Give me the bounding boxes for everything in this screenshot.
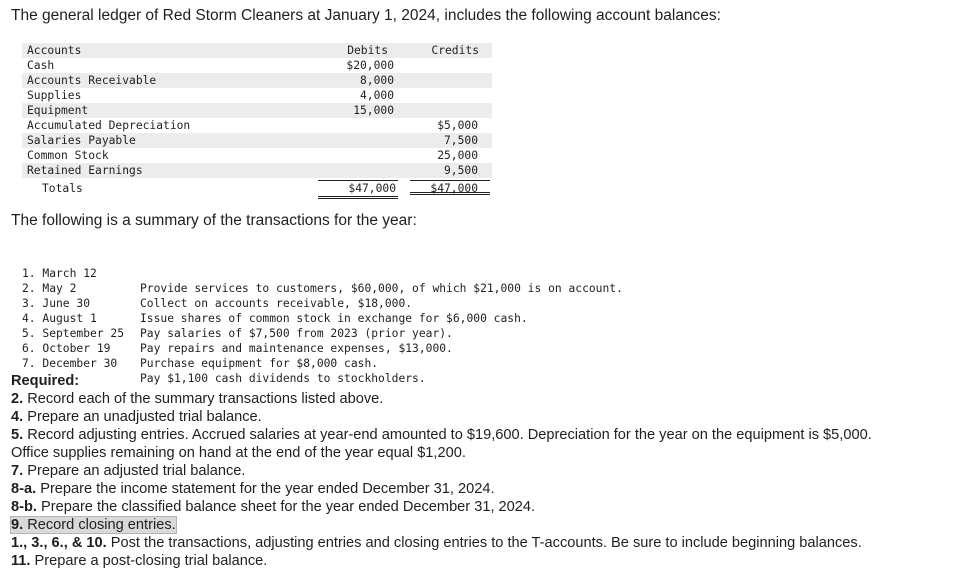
credits-header: Credits [431,44,479,57]
ledger-header-row [22,43,492,58]
item-text: Prepare an adjusted trial balance. [23,463,246,479]
item-number: 9. [11,517,24,533]
account-name: Supplies [27,89,82,102]
item-text: Prepare an unadjusted trial balance. [23,409,262,425]
account-name: Cash [27,59,55,72]
transaction-date: 6. October 19 [22,342,111,355]
account-name: Accounts Receivable [27,74,157,87]
ledger-row [22,148,492,163]
ledger-row [22,88,492,103]
credit-value: $5,000 [437,119,478,132]
required-section [11,372,971,570]
item-number: 7. [11,463,24,479]
item-number: 4. [11,409,24,425]
item-number: 1., 3., 6., & 10. [11,535,107,551]
account-name: Equipment [27,104,89,117]
transaction-date: 2. May 2 [22,282,77,295]
required-item [11,426,971,444]
transaction-description: Provide services to customers, $60,000, of which $21,000 is on account. [140,282,623,295]
transaction-description: Pay repairs and maintenance expenses, $13,000. [140,342,453,355]
required-item [11,552,971,570]
transaction-date: 1. March 12 [22,267,97,280]
transaction-date: 5. September 25 [22,327,125,340]
item-text: Prepare the classified balance sheet for the year ended December 31, 2024. [36,499,536,515]
item-text: Office supplies remaining on hand at the end of the year equal $1,200. [11,445,466,461]
required-heading: Required: [11,373,80,389]
summary-intro-text: The following is a summary of the transactions for the year: [11,212,417,229]
totals-label: Totals [42,182,83,195]
item-text: Post the transactions, adjusting entries and closing entries to the T-accounts. Be sure to include beginning balances. [106,535,862,551]
ledger-row [22,103,492,118]
item-text: Prepare a post-closing trial balance. [30,553,268,569]
ledger-row [22,163,492,178]
ledger-row [22,118,492,133]
transaction-date: 4. August 1 [22,312,97,325]
account-name: Accumulated Depreciation [27,119,191,132]
transaction-description: Issue shares of common stock in exchange for $6,000 cash. [140,312,528,325]
item-text: Record adjusting entries. Accrued salaries at year-end amounted to $19,600. Depreciation for the year on the equipment is $5,000. [23,427,872,443]
transaction-description: Pay salaries of $7,500 from 2023 (prior year). [140,327,453,340]
required-item [11,390,971,408]
credit-value: 9,500 [443,164,478,177]
transaction-description: Purchase equipment for $8,000 cash. [140,357,379,370]
item-text: Record closing entries. [23,517,176,533]
intro-text: The general ledger of Red Storm Cleaners at January 1, 2024, includes the following account balances: [11,7,721,24]
required-item [11,462,971,480]
item-text: Prepare the income statement for the year ended December 31, 2024. [36,481,495,497]
accounts-header: Accounts [27,44,82,57]
item-number: 11. [11,553,31,569]
transaction-date: 3. June 30 [22,297,91,310]
ledger-totals-row [22,180,492,197]
totals-debit: $47,000 [318,180,398,199]
ledger-table [22,43,492,197]
required-item [11,498,971,516]
ledger-row [22,133,492,148]
required-item [11,480,971,498]
item-number: 8-a. [11,481,37,497]
debit-value: $20,000 [346,59,394,72]
account-name: Salaries Payable [27,134,136,147]
item-number: 5. [11,427,24,443]
transaction-date: 7. December 30 [22,357,118,370]
required-item-continued [11,444,971,462]
required-item [11,534,971,552]
credit-value: 25,000 [437,149,478,162]
item-text: Record each of the summary transactions listed above. [23,391,384,407]
account-name: Retained Earnings [27,164,143,177]
transaction-description: Pay $1,100 cash dividends to stockholders. [140,372,426,385]
account-name: Common Stock [27,149,109,162]
ledger-row [22,73,492,88]
credit-value: 7,500 [443,134,478,147]
ledger-row [22,58,492,73]
required-item [11,516,971,534]
item-number: 2. [11,391,24,407]
item-number: 8-b. [11,499,37,515]
debit-value: 4,000 [359,89,394,102]
required-item [11,408,971,426]
highlighted-item [11,517,176,533]
debits-header: Debits [347,44,388,57]
debit-value: 15,000 [353,104,394,117]
transaction-description: Collect on accounts receivable, $18,000. [140,297,413,310]
debit-value: 8,000 [359,74,394,87]
totals-credit: $47,000 [410,180,490,195]
